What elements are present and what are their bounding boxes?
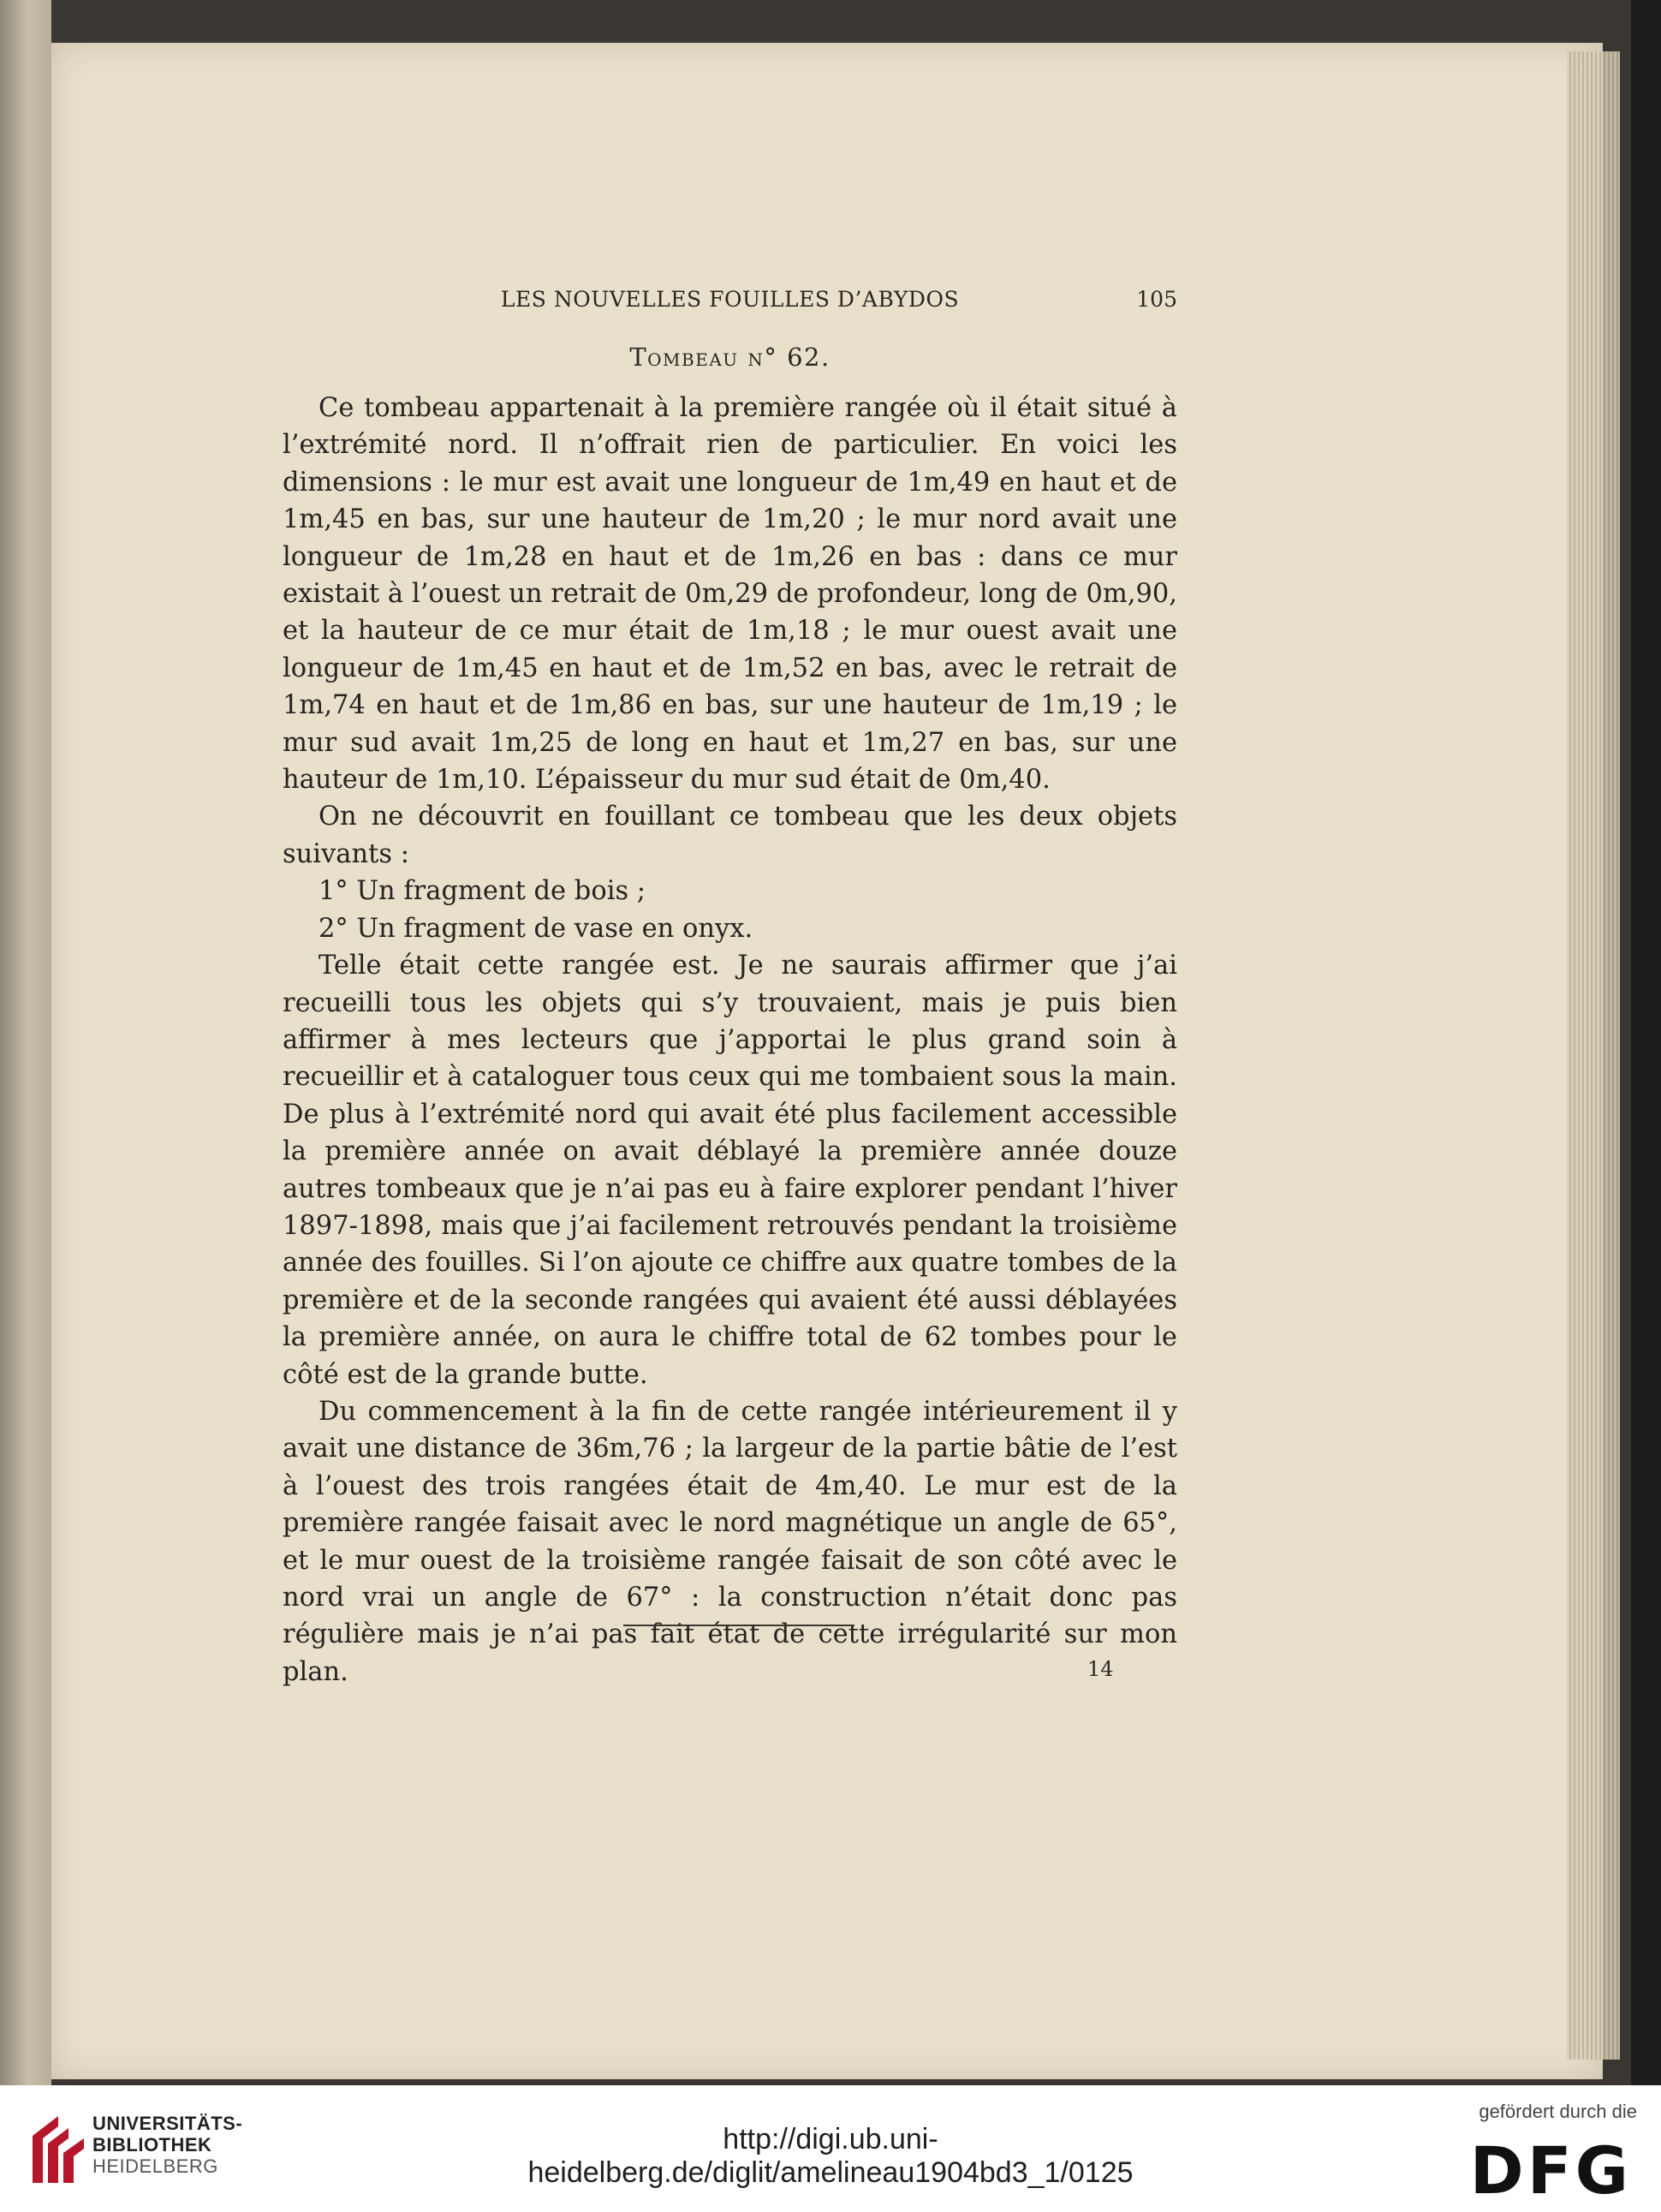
paragraph: Telle était cette rangée est. Je ne saurais affirmer que j’ai recueilli tous les objets qui s’y trouvaient, mais je puis bien affirmer à mes lecteurs que j’apportai le plus grand soin à recueillir et à cataloguer tous ceux qui me tombaient sous la main. De plus à l’extrémité nord qui avait été plus facilement accessible la première année on avait déblayé la première année douze autres tombeaux que je n’ai pas eu à faire explorer pendant l’hiver 1897-1898, mais que j’ai facilement retrouvés pendant la troisième année des fouilles. Si l’on ajoute ce chiffre aux quatre tombes de la première et de la seconde rangées qui avaient été aussi déblayées la première année, on aura le chiffre total de 62 tombes pour le côté est de la grande butte. [283,951,1177,1390]
list-item: 2° Un fragment de vase en onyx. [319,913,753,944]
funded-by-label: gefördert durch die [1479,2101,1637,2122]
book-spine-edge [0,0,51,2085]
university-name [92,2113,242,2177]
paragraph: On ne découvrit en fouillant ce tombeau que les deux objets suivants : [283,802,1177,869]
paragraph: Du commencement à la fin de cette rangée intérieurement il y avait une distance de 36m,76 ; la largeur de la partie bâtie de l’est à l’ouest des trois rangées était de 4m,40. Le mur est de la première rangée faisait avec le nord magnétique un angle de 65°, et le mur ouest de la troisième rangée faisait de son côté avec le nord vrai un angle de 67° : la construction n’était donc pas régulière mais je n’ai pas fait état de cette irrégularité sur mon plan. [283,1396,1177,1687]
running-title: LES NOUVELLES FOUILLES D’ABYDOS [500,287,960,312]
page-stack-edge [1567,51,1620,2060]
body-text [283,390,1177,1690]
university-name-line: UNIVERSITÄTS- [92,2113,243,2134]
page-number: 105 [1136,287,1177,312]
dfg-logo[interactable]: DFG [1469,2132,1632,2209]
page-header [283,287,1177,321]
university-city: HEIDELBERG [92,2155,218,2177]
university-library-logo-icon[interactable] [24,2106,92,2191]
section-title: Tombeau n° 62. [629,343,830,372]
list-item: 1° Un fragment de bois ; [319,876,646,907]
end-rule [623,1625,854,1626]
library-banner [0,2085,1661,2212]
university-name-line: BIBLIOTHEK [92,2134,212,2155]
paragraph: Ce tombeau appartenait à la première rangée où il était situé à l’extrémité nord. Il n’offrait rien de particulier. En voici les dimensions : le mur est avait une longueur de 1m,49 en haut et de 1m,45 en bas, sur une hauteur de 1m,20 ; le mur nord avait une longueur de 1m,28 en haut et de 1m,26 en bas : dans ce mur existait à l’ouest un retrait de 0m,29 de profondeur, long de 0m,90, et la hauteur de ce mur était de 1m,18 ; le mur ouest avait une longueur de 1m,45 en haut et de 1m,52 en bas, avec le retrait de 1m,74 en haut et de 1m,86 en bas, sur une hauteur de 1m,19 ; le mur sud avait 1m,25 de long en haut et 1m,27 en bas, sur une hauteur de 1m,10. L’épaisseur du mur sud était de 0m,40. [283,393,1177,796]
permalink-url[interactable]: http://digi.ub.uni-heidelberg.de/diglit/amelineau1904bd3_1/0125 [527,2123,1134,2189]
signature-mark: 14 [1087,1657,1114,1681]
